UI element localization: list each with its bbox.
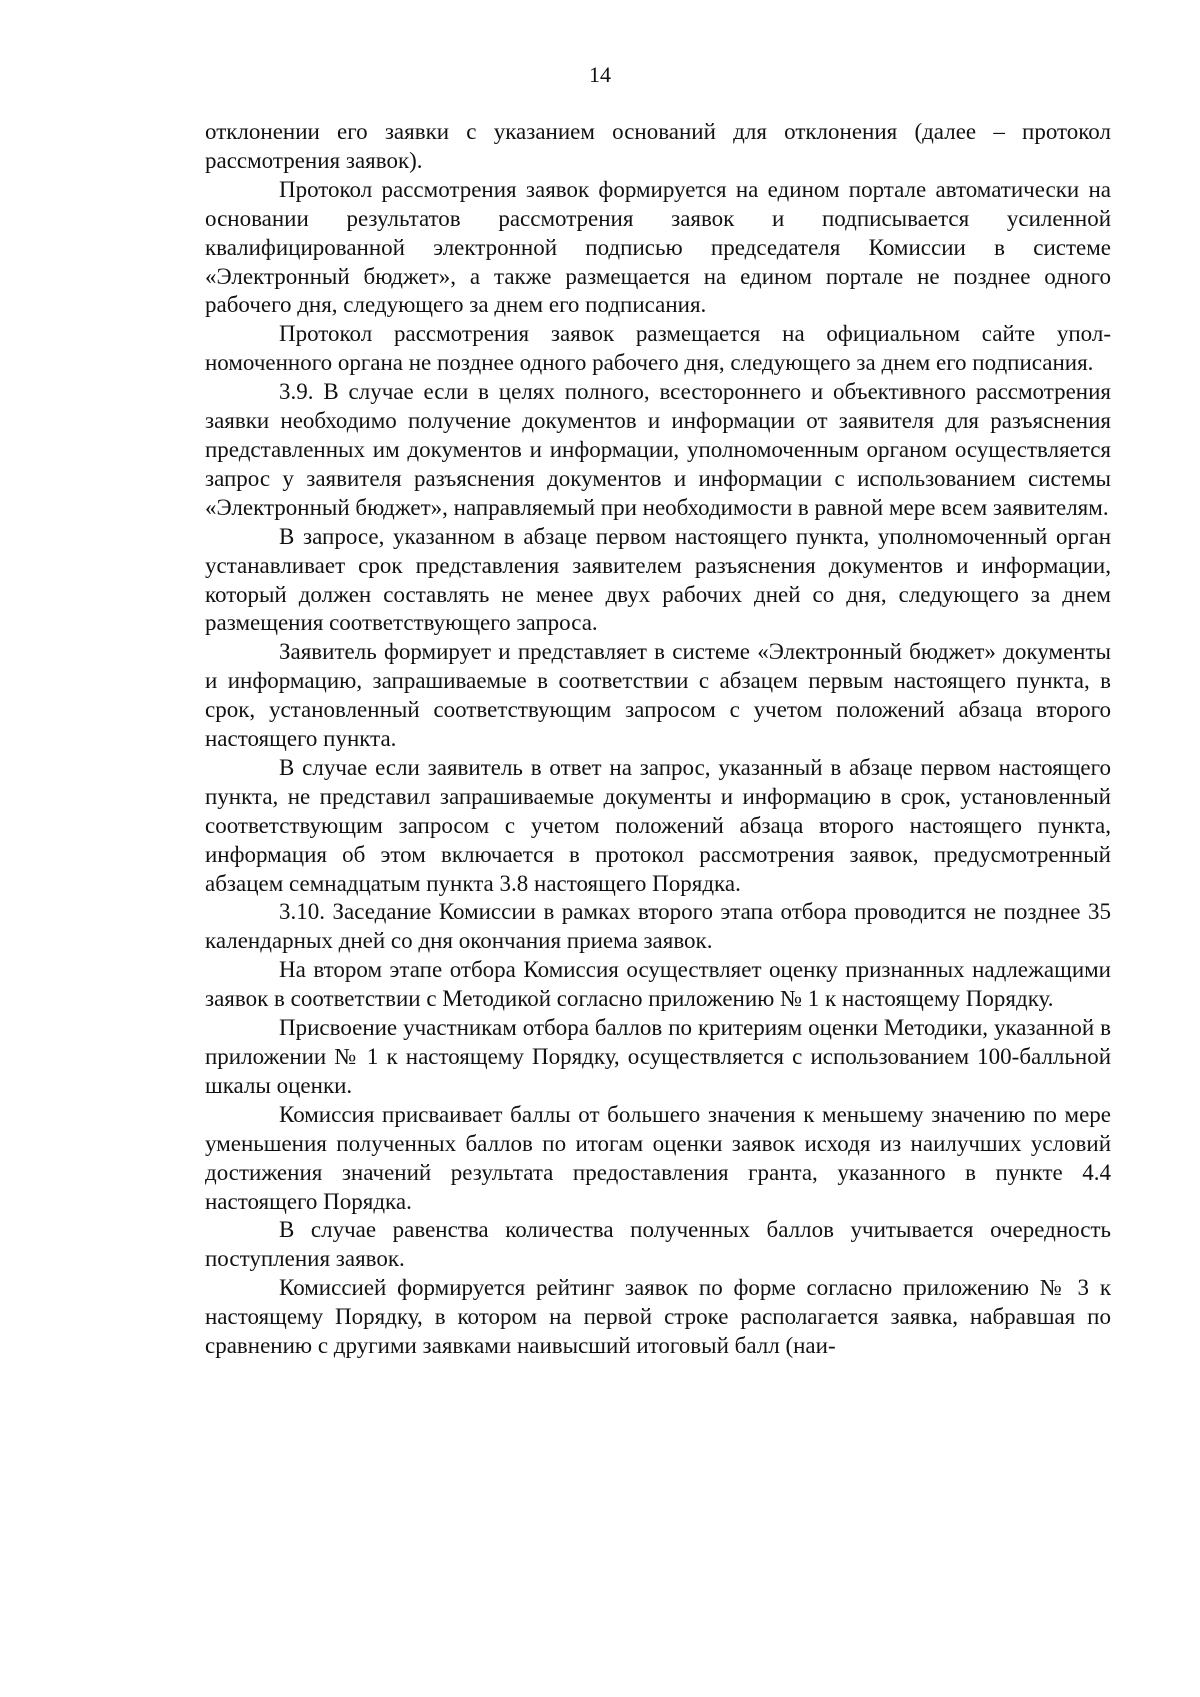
paragraph-applicant-response: Заявитель формирует и представляет в системе «Электронный бюджет» документы и информацию, запрашиваемые в соответствии с абзацем первым настоящего пункта, в срок, установленный соответствующим запросом с учетом положений абзаца второго настоящего пункта. [205,639,1111,752]
paragraph-protocol-formation: Протокол рассмотрения заявок формируется на едином портале автоматически на основании результатов рассмотрения заявок и подписывается усиленной квалифицированной электронной подписью председателя Комиссии в системе «Электронный бюджет», а также размещается на едином портале не позднее одного рабочего дня, следующего за днем его подписания. [205,176,1111,318]
paragraph-rating: Комиссией формируется рейтинг заявок по форме согласно приложению № 3 к настоящему Порядку, в котором на первой строке располагается заявка, набравшая по сравнению с другими заявками наивысший итоговый балл (наи- [205,1275,1111,1359]
paragraph-continuation: отклонении его заявки с указанием оснований для отклонения (далее – протокол рассмотрения заявок). [205,119,1111,173]
paragraph-clause-3-10: 3.10. Заседание Комиссии в рамках второго этапа отбора проводится не позднее 35 календарных дней со дня окончания приема заявок. [205,899,1111,954]
paragraph-second-stage: На втором этапе отбора Комиссия осуществляет оценку признанных надлежащими заявок в соответствии с Методикой согласно приложению № 1 к настоящему Порядку. [205,957,1111,1012]
page-number: 14 [589,62,611,87]
paragraph-scoring-scale: Присвоение участникам отбора баллов по критериям оценки Методики, указанной в приложении № 1 к настоящему Порядку, осуществляется с использованием 100-балльной шкалы оценки. [205,1015,1111,1098]
document-body [205,118,1111,1361]
paragraph-clause-3-9: 3.9. В случае если в целях полного, всестороннего и объективного рассмотрения заявки необходимо получение документов и информации от заявителя для разъяснения представленных им документов и информации, уполномоченным органом осуществляется запрос у заявителя разъяснения документов и информации с использованием системы «Электронный бюджет», направляемый при необходимости в равной мере всем заявителям. [205,379,1111,520]
paragraph-request-deadline: В запросе, указанном в абзаце первом настоящего пункта, уполномоченный орган устанавливает срок представления заявителем разъяснения документов и информации, который должен составлять не менее двух рабочих дней со дня, следующего за днем размещения соответствующего запроса. [205,523,1111,636]
paragraph-no-response: В случае если заявитель в ответ на запрос, указанный в абзаце первом настоящего пункта, не представил запрашиваемые документы и информацию в срок, установленный соответствующим запросом с учетом положений абзаца второго настоящего пункта, информация об этом включается в протокол рассмотрения заявок, предусмотренный абзацем семнадцатым пункта 3.8 настоящего Порядка. [205,754,1111,896]
paragraph-score-order: Комиссия присваивает баллы от большего значения к меньшему значению по мере уменьшения полученных баллов по итогам оценки заявок исходя из наилучших условий достижения значений результата предоставления гранта, указанного в пункте 4.4 настоящего Порядка. [205,1101,1111,1214]
paragraph-tie-break: В случае равенства количества полученных баллов учитывается очередность поступления заявок. [205,1217,1111,1272]
paragraph-protocol-publication: Протокол рассмотрения заявок размещается на официальном сайте уполномоченного органа не позднее одного рабочего дня, следующего за днем его подписания. [205,321,1111,376]
